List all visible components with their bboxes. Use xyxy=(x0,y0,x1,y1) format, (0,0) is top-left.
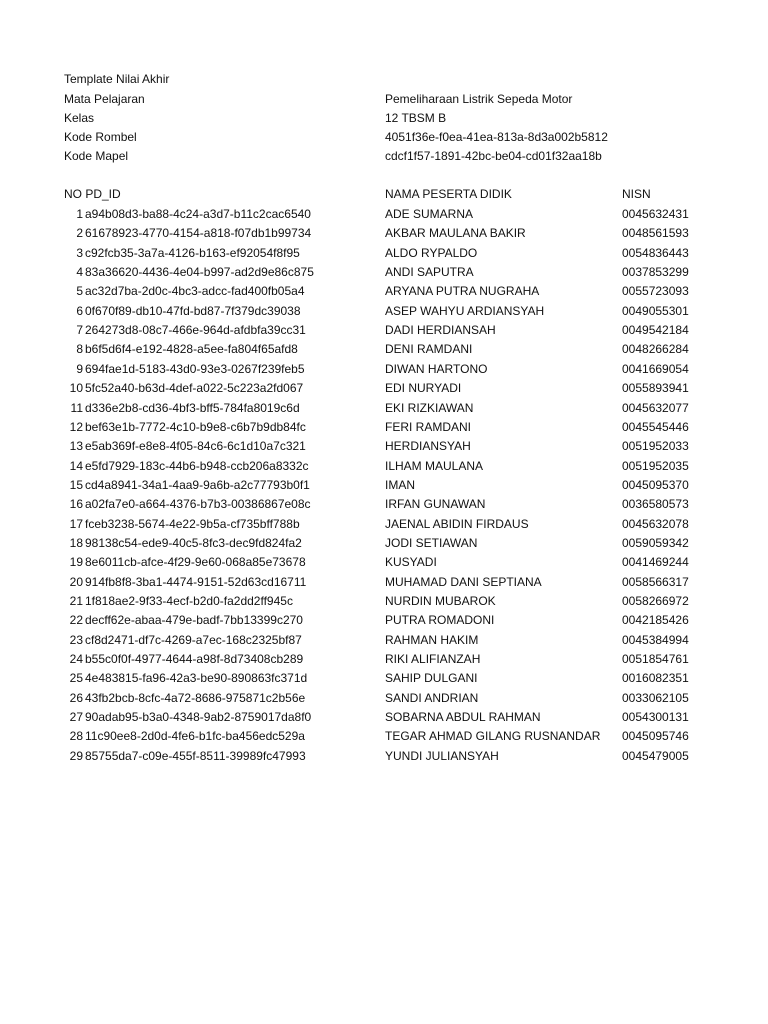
row-pd-id: c92fcb35-3a7a-4126-b163-ef92054f8f95 xyxy=(85,245,300,260)
row-number: 25 xyxy=(69,671,83,686)
row-number: 17 xyxy=(69,516,83,531)
row-student-name: ARYANA PUTRA NUGRAHA xyxy=(385,284,540,299)
row-student-name: FERI RAMDANI xyxy=(385,419,472,434)
row-pd-id: 0f670f89-db10-47fd-bd87-7f379dc39038 xyxy=(85,303,301,318)
table-row xyxy=(0,263,768,282)
row-number: 19 xyxy=(69,555,83,570)
meta-label-kode-rombel: Kode Rombel xyxy=(64,130,137,144)
table-row xyxy=(0,418,768,437)
table-row xyxy=(0,302,768,321)
table-row xyxy=(0,495,768,514)
table-row xyxy=(0,689,768,708)
table-row xyxy=(0,534,768,553)
row-pd-id: 1f818ae2-9f33-4ecf-b2d0-fa2dd2ff945c xyxy=(85,594,293,608)
table-row xyxy=(0,321,768,340)
table-row xyxy=(0,553,768,572)
table-row xyxy=(0,476,768,495)
row-nisn: 0048266284 xyxy=(622,342,689,357)
row-pd-id: e5ab369f-e8e8-4f05-84c6-6c1d10a7c321 xyxy=(85,439,306,454)
row-number: 11 xyxy=(70,400,83,415)
row-nisn: 0048561593 xyxy=(622,226,689,241)
row-pd-id: d336e2b8-cd36-4bf3-bff5-784fa8019c6d xyxy=(85,400,300,415)
table-row xyxy=(0,457,768,476)
row-student-name: PUTRA ROMADONI xyxy=(385,613,495,628)
row-number: 8 xyxy=(76,342,83,357)
meta-value-mata-pelajaran: Pemeliharaan Listrik Sepeda Motor xyxy=(385,92,573,106)
row-nisn: 0036580573 xyxy=(622,497,689,512)
row-pd-id: cd4a8941-34a1-4aa9-9a6b-a2c77793b0f1 xyxy=(85,477,310,492)
row-pd-id: 5fc52a40-b63d-4def-a022-5c223a2fd067 xyxy=(85,381,304,396)
row-student-name: JODI SETIAWAN xyxy=(385,535,478,550)
header-no-pd-id: NO PD_ID xyxy=(64,187,121,201)
row-number: 18 xyxy=(69,535,83,550)
table-row xyxy=(0,631,768,650)
row-number: 29 xyxy=(69,748,83,763)
row-number: 5 xyxy=(76,284,83,299)
row-pd-id: 98138c54-ede9-40c5-8fc3-dec9fd824fa2 xyxy=(85,535,302,550)
row-pd-id: ac32d7ba-2d0c-4bc3-adcc-fad400fb05a4 xyxy=(85,284,305,299)
row-student-name: KUSYADI xyxy=(385,555,437,570)
row-pd-id: decff62e-abaa-479e-badf-7bb13399c270 xyxy=(85,613,303,628)
row-student-name: SOBARNA ABDUL RAHMAN xyxy=(385,710,541,725)
row-nisn: 0055893941 xyxy=(622,381,689,396)
table-row xyxy=(0,669,768,688)
table-row xyxy=(0,360,768,379)
row-student-name: DIWAN HARTONO xyxy=(385,361,488,376)
table-row xyxy=(0,437,768,456)
row-nisn: 0058266972 xyxy=(622,594,689,608)
table-row xyxy=(0,399,768,418)
row-number: 15 xyxy=(69,477,83,492)
row-nisn: 0045632078 xyxy=(622,516,689,531)
row-pd-id: 11c90ee8-2d0d-4fe6-b1fc-ba456edc529a xyxy=(85,729,305,744)
row-student-name: HERDIANSYAH xyxy=(385,439,471,454)
row-student-name: RAHMAN HAKIM xyxy=(385,632,479,647)
row-number: 6 xyxy=(76,303,83,318)
table-row xyxy=(0,224,768,243)
row-student-name: YUNDI JULIANSYAH xyxy=(385,748,499,763)
table-row xyxy=(0,592,768,611)
row-pd-id: b6f5d6f4-e192-4828-a5ee-fa804f65afd8 xyxy=(85,342,298,357)
row-number: 24 xyxy=(69,652,83,667)
table-row xyxy=(0,611,768,630)
row-pd-id: 85755da7-c09e-455f-8511-39989fc47993 xyxy=(85,748,306,763)
row-number: 1 xyxy=(76,207,83,221)
table-row xyxy=(0,727,768,746)
row-student-name: ADE SUMARNA xyxy=(385,207,474,221)
row-student-name: SANDI ANDRIAN xyxy=(385,690,479,705)
row-number: 12 xyxy=(69,419,83,434)
row-pd-id: fceb3238-5674-4e22-9b5a-cf735bff788b xyxy=(85,516,300,531)
row-number: 26 xyxy=(69,690,83,705)
template-title: Template Nilai Akhir xyxy=(64,72,170,86)
row-number: 10 xyxy=(69,381,83,396)
row-pd-id: 43fb2bcb-8cfc-4a72-8686-975871c2b56e xyxy=(85,690,306,705)
row-student-name: ILHAM MAULANA xyxy=(385,458,484,473)
row-nisn: 0058566317 xyxy=(622,574,689,589)
row-number: 2 xyxy=(76,226,83,241)
meta-value-kelas: 12 TBSM B xyxy=(385,111,447,125)
row-number: 21 xyxy=(69,594,83,608)
row-student-name: EDI NURYADI xyxy=(385,381,462,396)
row-number: 7 xyxy=(76,323,83,338)
row-nisn: 0045632431 xyxy=(622,207,689,221)
row-nisn: 0059059342 xyxy=(622,535,689,550)
row-number: 16 xyxy=(69,497,83,512)
table-row xyxy=(0,340,768,359)
table-row xyxy=(0,515,768,534)
row-student-name: MUHAMAD DANI SEPTIANA xyxy=(385,574,542,589)
row-pd-id: b55c0f0f-4977-4644-a98f-8d73408cb289 xyxy=(85,652,304,667)
row-pd-id: a94b08d3-ba88-4c24-a3d7-b11c2cac6540 xyxy=(85,207,311,221)
row-nisn: 0051854761 xyxy=(622,652,689,667)
row-nisn: 0051952035 xyxy=(622,458,689,473)
row-student-name: ANDI SAPUTRA xyxy=(385,265,474,280)
row-number: 22 xyxy=(69,613,83,628)
meta-value-kode-rombel: 4051f36e-f0ea-41ea-813a-8d3a002b5812 xyxy=(385,130,608,144)
row-number: 9 xyxy=(76,361,83,376)
row-nisn: 0041469244 xyxy=(622,555,689,570)
row-nisn: 0045632077 xyxy=(622,400,689,415)
table-row xyxy=(0,379,768,398)
row-student-name: JAENAL ABIDIN FIRDAUS xyxy=(385,516,529,531)
table-row xyxy=(0,244,768,263)
header-nisn: NISN xyxy=(622,187,651,201)
row-number: 27 xyxy=(69,710,83,725)
row-pd-id: 8e6011cb-afce-4f29-9e60-068a85e73678 xyxy=(85,555,306,570)
row-nisn: 0041669054 xyxy=(622,361,689,376)
row-nisn: 0045095370 xyxy=(622,477,689,492)
row-number: 28 xyxy=(69,729,83,744)
row-student-name: ASEP WAHYU ARDIANSYAH xyxy=(385,303,545,318)
table-row xyxy=(0,282,768,301)
row-student-name: AKBAR MAULANA BAKIR xyxy=(385,226,526,241)
row-nisn: 0042185426 xyxy=(622,613,689,628)
row-nisn: 0033062105 xyxy=(622,690,689,705)
row-pd-id: 914fb8f8-3ba1-4474-9151-52d63cd16711 xyxy=(85,574,307,589)
row-pd-id: 4e483815-fa96-42a3-be90-890863fc371d xyxy=(85,671,308,686)
row-pd-id: a02fa7e0-a664-4376-b7b3-00386867e08c xyxy=(85,497,311,512)
row-student-name: DADI HERDIANSAH xyxy=(385,323,496,338)
row-nisn: 0045095746 xyxy=(622,729,689,744)
table-row xyxy=(0,708,768,727)
row-student-name: RIKI ALIFIANZAH xyxy=(385,652,481,667)
row-number: 20 xyxy=(69,574,83,589)
row-nisn: 0055723093 xyxy=(622,284,689,299)
meta-value-kode-mapel: cdcf1f57-1891-42bc-be04-cd01f32aa18b xyxy=(385,149,602,163)
row-nisn: 0054300131 xyxy=(622,710,689,725)
row-pd-id: 90adab95-b3a0-4348-9ab2-8759017da8f0 xyxy=(85,710,312,725)
row-student-name: DENI RAMDANI xyxy=(385,342,473,357)
row-nisn: 0049542184 xyxy=(622,323,689,338)
row-student-name: NURDIN MUBAROK xyxy=(385,594,496,608)
table-row xyxy=(0,573,768,592)
row-pd-id: bef63e1b-7772-4c10-b9e8-c6b7b9db84fc xyxy=(85,419,306,434)
row-nisn: 0054836443 xyxy=(622,245,689,260)
row-student-name: TEGAR AHMAD GILANG RUSNANDAR xyxy=(385,729,601,744)
row-pd-id: 61678923-4770-4154-a818-f07db1b99734 xyxy=(85,226,312,241)
row-pd-id: e5fd7929-183c-44b6-b948-ccb206a8332c xyxy=(85,458,309,473)
row-nisn: 0049055301 xyxy=(622,303,689,318)
row-number: 23 xyxy=(69,632,83,647)
row-nisn: 0051952033 xyxy=(622,439,689,454)
meta-label-kode-mapel: Kode Mapel xyxy=(64,149,129,163)
row-pd-id: cf8d2471-df7c-4269-a7ec-168c2325bf87 xyxy=(85,632,302,647)
row-number: 13 xyxy=(69,439,83,454)
row-pd-id: 83a36620-4436-4e04-b997-ad2d9e86c875 xyxy=(85,265,314,280)
row-student-name: ALDO RYPALDO xyxy=(385,245,478,260)
row-nisn: 0037853299 xyxy=(622,265,689,280)
table-row xyxy=(0,205,768,224)
row-student-name: IMAN xyxy=(385,477,415,492)
table-row xyxy=(0,747,768,766)
table-row xyxy=(0,650,768,669)
row-number: 4 xyxy=(76,265,83,280)
row-nisn: 0045384994 xyxy=(622,632,689,647)
meta-label-mata-pelajaran: Mata Pelajaran xyxy=(64,92,145,106)
row-nisn: 0045545446 xyxy=(622,419,689,434)
row-student-name: SAHIP DULGANI xyxy=(385,671,478,686)
row-student-name: IRFAN GUNAWAN xyxy=(385,497,486,512)
header-nama-peserta-didik: NAMA PESERTA DIDIK xyxy=(385,187,512,201)
row-number: 14 xyxy=(69,458,83,473)
row-student-name: EKI RIZKIAWAN xyxy=(385,400,474,415)
row-pd-id: 264273d8-08c7-466e-964d-afdbfa39cc31 xyxy=(85,323,306,338)
row-number: 3 xyxy=(76,245,83,260)
row-nisn: 0045479005 xyxy=(622,748,689,763)
row-pd-id: 694fae1d-5183-43d0-93e3-0267f239feb5 xyxy=(85,361,305,376)
row-nisn: 0016082351 xyxy=(622,671,689,686)
meta-label-kelas: Kelas xyxy=(64,111,95,125)
